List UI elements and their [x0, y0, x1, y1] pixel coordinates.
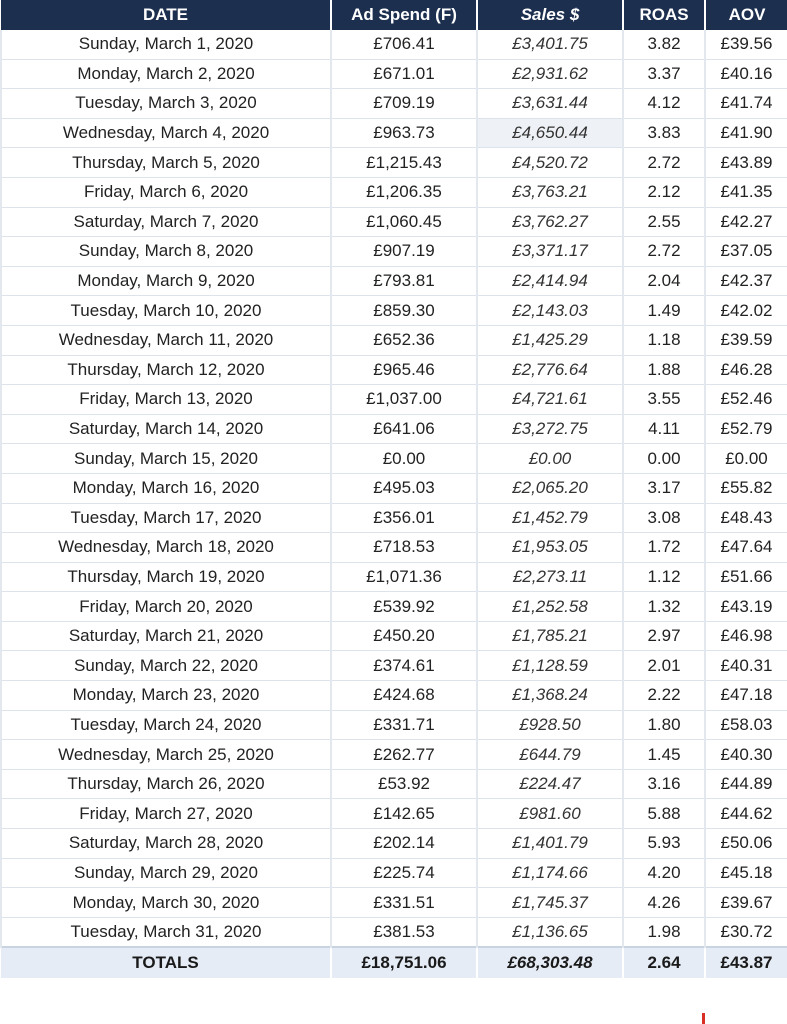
cell-ad-spend[interactable]: £793.81 — [331, 266, 477, 296]
cell-sales[interactable]: £2,776.64 — [477, 355, 623, 385]
cell-date[interactable]: Sunday, March 29, 2020 — [1, 858, 331, 888]
cell-roas[interactable]: 2.97 — [623, 621, 705, 651]
cell-date[interactable]: Wednesday, March 4, 2020 — [1, 118, 331, 148]
cell-roas[interactable]: 1.88 — [623, 355, 705, 385]
table-row — [1, 651, 787, 681]
cell-sales[interactable]: £3,371.17 — [477, 237, 623, 267]
table-row — [1, 533, 787, 563]
table-row — [1, 769, 787, 799]
cell-date[interactable]: Tuesday, March 24, 2020 — [1, 710, 331, 740]
cell-aov[interactable]: £41.74 — [705, 89, 787, 119]
cell-ad-spend[interactable]: £53.92 — [331, 769, 477, 799]
cell-aov[interactable]: £47.64 — [705, 533, 787, 563]
header-row — [1, 0, 787, 30]
cell-ad-spend[interactable]: £1,060.45 — [331, 207, 477, 237]
cell-ad-spend[interactable]: £495.03 — [331, 473, 477, 503]
cell-sales[interactable]: £224.47 — [477, 769, 623, 799]
cell-aov[interactable]: £44.89 — [705, 769, 787, 799]
table-row — [1, 89, 787, 119]
table-row — [1, 888, 787, 918]
cell-aov[interactable]: £44.62 — [705, 799, 787, 829]
cell-roas[interactable]: 3.82 — [623, 30, 705, 59]
cell-sales[interactable]: £1,785.21 — [477, 621, 623, 651]
cell-sales[interactable]: £1,368.24 — [477, 681, 623, 711]
cell-sales[interactable]: £2,273.11 — [477, 562, 623, 592]
cell-aov[interactable]: £41.35 — [705, 177, 787, 207]
cell-roas[interactable]: 3.55 — [623, 385, 705, 415]
cell-roas[interactable]: 1.12 — [623, 562, 705, 592]
table-row — [1, 917, 787, 947]
cell-date[interactable]: Friday, March 13, 2020 — [1, 385, 331, 415]
cell-sales[interactable]: £0.00 — [477, 444, 623, 474]
cell-roas[interactable]: 2.12 — [623, 177, 705, 207]
cell-roas[interactable]: 1.80 — [623, 710, 705, 740]
table-row — [1, 385, 787, 415]
cell-roas[interactable]: 2.01 — [623, 651, 705, 681]
cell-ad-spend[interactable]: £356.01 — [331, 503, 477, 533]
cell-date[interactable]: Tuesday, March 31, 2020 — [1, 917, 331, 947]
cell-date[interactable]: Sunday, March 15, 2020 — [1, 444, 331, 474]
cell-ad-spend[interactable]: £381.53 — [331, 917, 477, 947]
cell-date[interactable]: Thursday, March 12, 2020 — [1, 355, 331, 385]
cell-ad-spend[interactable]: £1,071.36 — [331, 562, 477, 592]
cell-aov[interactable]: £43.89 — [705, 148, 787, 178]
cell-roas[interactable]: 2.55 — [623, 207, 705, 237]
table-row — [1, 325, 787, 355]
cell-sales[interactable]: £928.50 — [477, 710, 623, 740]
cell-date[interactable]: Saturday, March 14, 2020 — [1, 414, 331, 444]
cell-ad-spend[interactable]: £859.30 — [331, 296, 477, 326]
table-row — [1, 503, 787, 533]
table-row — [1, 444, 787, 474]
table-row — [1, 799, 787, 829]
totals-row — [1, 947, 787, 978]
cell-aov[interactable]: £40.31 — [705, 651, 787, 681]
cell-aov[interactable]: £46.28 — [705, 355, 787, 385]
cell-date[interactable]: Friday, March 6, 2020 — [1, 177, 331, 207]
table-row — [1, 296, 787, 326]
table-row — [1, 829, 787, 859]
header-sales[interactable]: Sales $ — [477, 0, 623, 30]
cell-ad-spend[interactable]: £907.19 — [331, 237, 477, 267]
cell-sales[interactable]: £1,252.58 — [477, 592, 623, 622]
cell-roas[interactable]: 2.72 — [623, 237, 705, 267]
table-row — [1, 266, 787, 296]
cell-date[interactable]: Monday, March 30, 2020 — [1, 888, 331, 918]
cell-sales[interactable]: £1,128.59 — [477, 651, 623, 681]
cell-sales[interactable]: £1,425.29 — [477, 325, 623, 355]
cell-aov[interactable]: £43.19 — [705, 592, 787, 622]
cell-roas[interactable]: 2.04 — [623, 266, 705, 296]
cell-roas[interactable]: 1.49 — [623, 296, 705, 326]
cell-ad-spend[interactable]: £202.14 — [331, 829, 477, 859]
red-marker — [702, 1013, 705, 1024]
cell-date[interactable]: Monday, March 9, 2020 — [1, 266, 331, 296]
cell-ad-spend[interactable]: £374.61 — [331, 651, 477, 681]
cell-date[interactable]: Thursday, March 19, 2020 — [1, 562, 331, 592]
cell-ad-spend[interactable]: £652.36 — [331, 325, 477, 355]
table-row — [1, 414, 787, 444]
cell-sales[interactable]: £2,931.62 — [477, 59, 623, 89]
table-row — [1, 118, 787, 148]
header-date[interactable]: DATE — [1, 0, 331, 30]
cell-date[interactable]: Saturday, March 7, 2020 — [1, 207, 331, 237]
cell-sales[interactable]: £1,401.79 — [477, 829, 623, 859]
cell-roas[interactable]: 0.00 — [623, 444, 705, 474]
cell-sales[interactable]: £2,065.20 — [477, 473, 623, 503]
cell-sales[interactable]: £3,401.75 — [477, 30, 623, 59]
cell-roas[interactable]: 4.20 — [623, 858, 705, 888]
cell-aov[interactable]: £39.56 — [705, 30, 787, 59]
cell-aov[interactable]: £39.59 — [705, 325, 787, 355]
table-row — [1, 177, 787, 207]
cell-roas[interactable]: 1.32 — [623, 592, 705, 622]
cell-roas[interactable]: 4.26 — [623, 888, 705, 918]
cell-ad-spend[interactable]: £225.74 — [331, 858, 477, 888]
table-row — [1, 592, 787, 622]
cell-roas[interactable]: 1.72 — [623, 533, 705, 563]
cell-sales[interactable]: £1,452.79 — [477, 503, 623, 533]
cell-sales[interactable]: £2,414.94 — [477, 266, 623, 296]
cell-sales[interactable]: £1,953.05 — [477, 533, 623, 563]
table-row — [1, 740, 787, 770]
cell-aov[interactable]: £55.82 — [705, 473, 787, 503]
cell-aov[interactable]: £46.98 — [705, 621, 787, 651]
cell-sales[interactable]: £981.60 — [477, 799, 623, 829]
cell-ad-spend[interactable]: £1,206.35 — [331, 177, 477, 207]
table-row — [1, 858, 787, 888]
cell-aov[interactable]: £47.18 — [705, 681, 787, 711]
cell-date[interactable]: Tuesday, March 10, 2020 — [1, 296, 331, 326]
cell-ad-spend[interactable]: £965.46 — [331, 355, 477, 385]
cell-sales[interactable]: £1,745.37 — [477, 888, 623, 918]
cell-aov[interactable]: £37.05 — [705, 237, 787, 267]
cell-ad-spend[interactable]: £706.41 — [331, 30, 477, 59]
cell-roas[interactable]: 5.93 — [623, 829, 705, 859]
cell-sales[interactable]: £644.79 — [477, 740, 623, 770]
cell-ad-spend[interactable]: £0.00 — [331, 444, 477, 474]
cell-aov[interactable]: £45.18 — [705, 858, 787, 888]
cell-ad-spend[interactable]: £963.73 — [331, 118, 477, 148]
totals-aov[interactable]: £43.87 — [705, 947, 787, 978]
cell-aov[interactable]: £50.06 — [705, 829, 787, 859]
cell-date[interactable]: Sunday, March 8, 2020 — [1, 237, 331, 267]
totals-roas[interactable]: 2.64 — [623, 947, 705, 978]
cell-roas[interactable]: 3.08 — [623, 503, 705, 533]
cell-roas[interactable]: 1.98 — [623, 917, 705, 947]
cell-aov[interactable]: £42.02 — [705, 296, 787, 326]
cell-sales[interactable]: £4,721.61 — [477, 385, 623, 415]
table-row — [1, 355, 787, 385]
cell-roas[interactable]: 3.83 — [623, 118, 705, 148]
cell-ad-spend[interactable]: £671.01 — [331, 59, 477, 89]
cell-date[interactable]: Monday, March 16, 2020 — [1, 473, 331, 503]
cell-date[interactable]: Friday, March 20, 2020 — [1, 592, 331, 622]
cell-date[interactable]: Monday, March 23, 2020 — [1, 681, 331, 711]
cell-date[interactable]: Monday, March 2, 2020 — [1, 59, 331, 89]
cell-roas[interactable]: 1.45 — [623, 740, 705, 770]
table-row — [1, 473, 787, 503]
table-row — [1, 681, 787, 711]
cell-aov[interactable]: £41.90 — [705, 118, 787, 148]
table-row — [1, 237, 787, 267]
header-aov[interactable]: AOV — [705, 0, 787, 30]
cell-ad-spend[interactable]: £262.77 — [331, 740, 477, 770]
header-roas[interactable]: ROAS — [623, 0, 705, 30]
cell-ad-spend[interactable]: £1,037.00 — [331, 385, 477, 415]
cell-ad-spend[interactable]: £718.53 — [331, 533, 477, 563]
totals-label[interactable]: TOTALS — [1, 947, 331, 978]
cell-date[interactable]: Wednesday, March 25, 2020 — [1, 740, 331, 770]
cell-aov[interactable]: £0.00 — [705, 444, 787, 474]
cell-date[interactable]: Friday, March 27, 2020 — [1, 799, 331, 829]
table-row — [1, 59, 787, 89]
cell-aov[interactable]: £40.16 — [705, 59, 787, 89]
cell-date[interactable]: Tuesday, March 17, 2020 — [1, 503, 331, 533]
cell-sales[interactable]: £1,136.65 — [477, 917, 623, 947]
cell-aov[interactable]: £40.30 — [705, 740, 787, 770]
cell-aov[interactable]: £58.03 — [705, 710, 787, 740]
cell-sales[interactable]: £4,520.72 — [477, 148, 623, 178]
cell-roas[interactable]: 3.37 — [623, 59, 705, 89]
cell-aov[interactable]: £39.67 — [705, 888, 787, 918]
table-row — [1, 148, 787, 178]
table-body — [1, 30, 787, 947]
cell-roas[interactable]: 1.18 — [623, 325, 705, 355]
table-row — [1, 207, 787, 237]
cell-ad-spend[interactable]: £1,215.43 — [331, 148, 477, 178]
cell-date[interactable]: Tuesday, March 3, 2020 — [1, 89, 331, 119]
cell-aov[interactable]: £48.43 — [705, 503, 787, 533]
cell-ad-spend[interactable]: £331.71 — [331, 710, 477, 740]
cell-roas[interactable]: 4.12 — [623, 89, 705, 119]
cell-sales[interactable]: £3,631.44 — [477, 89, 623, 119]
cell-ad-spend[interactable]: £331.51 — [331, 888, 477, 918]
cell-sales[interactable]: £4,650.44 — [477, 118, 623, 148]
cell-roas[interactable]: 2.72 — [623, 148, 705, 178]
cell-sales[interactable]: £3,763.21 — [477, 177, 623, 207]
totals-sales[interactable]: £68,303.48 — [477, 947, 623, 978]
table-row — [1, 562, 787, 592]
cell-date[interactable]: Thursday, March 5, 2020 — [1, 148, 331, 178]
header-ad-spend[interactable]: Ad Spend (F) — [331, 0, 477, 30]
cell-date[interactable]: Wednesday, March 11, 2020 — [1, 325, 331, 355]
cell-ad-spend[interactable]: £450.20 — [331, 621, 477, 651]
cell-roas[interactable]: 3.17 — [623, 473, 705, 503]
cell-roas[interactable]: 2.22 — [623, 681, 705, 711]
cell-roas[interactable]: 4.11 — [623, 414, 705, 444]
cell-aov[interactable]: £30.72 — [705, 917, 787, 947]
table-row — [1, 30, 787, 59]
cell-aov[interactable]: £52.46 — [705, 385, 787, 415]
cell-ad-spend[interactable]: £142.65 — [331, 799, 477, 829]
cell-sales[interactable]: £2,143.03 — [477, 296, 623, 326]
totals-ad-spend[interactable]: £18,751.06 — [331, 947, 477, 978]
cell-roas[interactable]: 5.88 — [623, 799, 705, 829]
cell-date[interactable]: Saturday, March 28, 2020 — [1, 829, 331, 859]
cell-date[interactable]: Saturday, March 21, 2020 — [1, 621, 331, 651]
cell-aov[interactable]: £42.37 — [705, 266, 787, 296]
cell-aov[interactable]: £52.79 — [705, 414, 787, 444]
cell-date[interactable]: Sunday, March 1, 2020 — [1, 30, 331, 59]
cell-sales[interactable]: £3,762.27 — [477, 207, 623, 237]
cell-aov[interactable]: £42.27 — [705, 207, 787, 237]
cell-roas[interactable]: 3.16 — [623, 769, 705, 799]
cell-date[interactable]: Sunday, March 22, 2020 — [1, 651, 331, 681]
cell-ad-spend[interactable]: £641.06 — [331, 414, 477, 444]
table-row — [1, 621, 787, 651]
cell-ad-spend[interactable]: £709.19 — [331, 89, 477, 119]
cell-sales[interactable]: £3,272.75 — [477, 414, 623, 444]
cell-ad-spend[interactable]: £539.92 — [331, 592, 477, 622]
cell-date[interactable]: Wednesday, March 18, 2020 — [1, 533, 331, 563]
table-row — [1, 710, 787, 740]
cell-aov[interactable]: £51.66 — [705, 562, 787, 592]
cell-date[interactable]: Thursday, March 26, 2020 — [1, 769, 331, 799]
cell-ad-spend[interactable]: £424.68 — [331, 681, 477, 711]
cell-sales[interactable]: £1,174.66 — [477, 858, 623, 888]
